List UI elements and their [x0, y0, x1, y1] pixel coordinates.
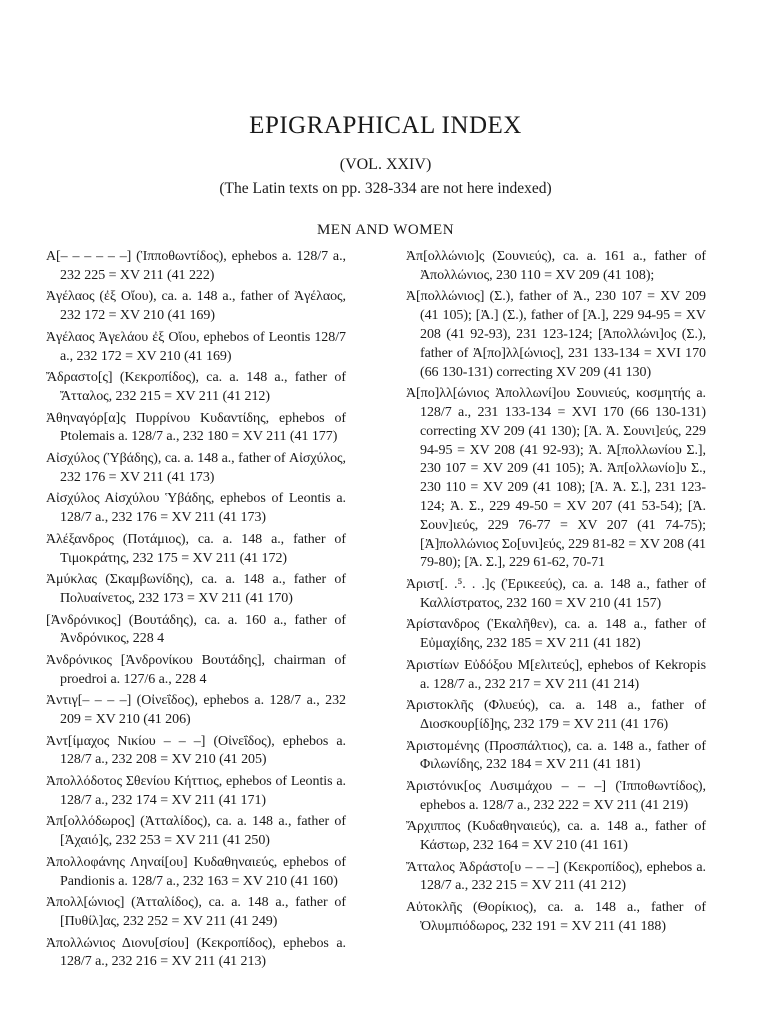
- index-entry: Ἀριστίων Εὐδόξου Μ[ελιτεύς], ephebos of Kekropis a. 128/7 a., 232 217 = XV 211 (41 214): [406, 657, 706, 692]
- index-entry: Ἄδραστο[ς] (Κεκροπίδος), ca. a. 148 a., father of Ἄτταλος, 232 215 = XV 211 (41 212): [46, 370, 346, 404]
- index-entry: Ἀγέλαος Ἀγελάου ἐξ Οἴου, ephebos of Leontis 128/7 a., 232 172 = XV 210 (41 169): [46, 329, 346, 364]
- index-entry: Ἄρχιππος (Κυδαθηναιεύς), ca. a. 148 a., father of Κάστωρ, 232 164 = XV 210 (41 161): [406, 819, 706, 854]
- index-entry: Ἀπολλώνιος Διονυ[σίου] (Κεκροπίδος), ephebos a. 128/7 a., 232 216 = XV 211 (41 213): [46, 935, 346, 970]
- index-entry: Ἀνδρόνικος [Ἀνδρονίκου Βουτάδης], chairman of proedroi a. 127/6 a., 228 4: [46, 652, 346, 687]
- index-entry: Ἀπολλόδοτος Σθενίου Κήττιος, ephebos of Leontis a. 128/7 a., 232 174 = XV 211 (41 171): [46, 774, 346, 808]
- index-entry: Ἀπολλ[ώνιος] (Ἀτταλίδος), ca. a. 148 a., father of [Πυθίλ]ας, 232 252 = XV 211 (41 249): [46, 895, 346, 930]
- index-entry: Α[‒ ‒ ‒ ‒ ‒ ‒] (Ἱπποθωντίδος), ephebos a. 128/7 a., 232 225 = XV 211 (41 222): [46, 249, 346, 283]
- index-entry: Ἀντ[ίμαχος Νικίου ‒ ‒ ‒] (Οἰνεΐδος), ephebos a. 128/7 a., 232 208 = XV 210 (41 205): [46, 733, 346, 768]
- index-entry: Ἀ[πολλώνιος] (Σ.), father of Ἀ., 230 107 = XV 209 (41 105); [Ἀ.] (Σ.), father of [Ἀ.], 229 94-95 = XV 208 (41 92-93), 231 123-124; [Ἀπολλώνι]ος (Σ.), father of Ἀ[πο]λλ[ώνιος], 231 133-134 = XVI 170 (66 130-131) correcting XV 209 (41 130): [406, 289, 706, 380]
- index-entry: Ἀλέξανδρος (Ποτάμιος), ca. a. 148 a., father of Τιμοκράτης, 232 175 = XV 211 (41 172): [46, 531, 346, 566]
- index-entry: Ἀθηναγόρ[α]ς Πυρρίνου Κυδαντίδης, ephebos of Ptolemais a. 128/7 a., 232 180 = XV 211 (41 177): [46, 410, 346, 445]
- index-entry: Ἀπ[ολλώνιο]ς (Σουνιεύς), ca. a. 161 a., father of Ἀπολλώνιος, 230 110 = XV 209 (41 108);: [406, 249, 706, 283]
- index-column-left: [46, 248, 346, 975]
- index-entry: Ἀριστόνικ[ος Λυσιμάχου ‒ ‒ ‒] (Ἱπποθωντίδος), ephebos a. 128/7 a., 232 222 = XV 211 (41 219): [406, 778, 706, 813]
- volume-label: (VOL. XXIV): [339, 156, 432, 173]
- index-entry: Ἀρίστανδρος (Ἑκαλῆθεν), ca. a. 148 a., father of Εὐμαχίδης, 232 185 = XV 211 (41 182): [406, 617, 706, 652]
- index-entry: Ἀντιγ[‒ ‒ ‒ ‒] (Οἰνεΐδος), ephebos a. 128/7 a., 232 209 = XV 210 (41 206): [46, 693, 346, 728]
- index-entry: Ἀριστ[. .⁵. . .]ς (Ἐρικεεύς), ca. a. 148 a., father of Καλλίστρατος, 232 160 = XV 210 (41 157): [406, 576, 706, 611]
- index-entry: Αὐτοκλῆς (Θορίκιος), ca. a. 148 a., father of Ὀλυμπιόδωρος, 232 191 = XV 211 (41 188): [406, 900, 706, 934]
- index-column-right: [406, 248, 706, 939]
- index-note: (The Latin texts on pp. 328-334 are not here indexed): [219, 180, 552, 197]
- page-title: EPIGRAPHICAL INDEX: [249, 112, 522, 139]
- index-entry: Ἄτταλος Ἀδράστο[υ ‒ ‒ ‒] (Κεκροπίδος), ephebos a. 128/7 a., 232 215 = XV 211 (41 212): [406, 859, 706, 894]
- index-entry: Αἰσχύλος (Ὑβάδης), ca. a. 148 a., father of Αἰσχύλος, 232 176 = XV 211 (41 173): [46, 450, 346, 485]
- index-entry: Ἀριστοκλῆς (Φλυεύς), ca. a. 148 a., father of Διοσκουρ[ίδ]ης, 232 179 = XV 211 (41 176): [406, 698, 706, 732]
- index-entry: Ἀμύκλας (Σκαμβωνίδης), ca. a. 148 a., father of Πολυαίνετος, 232 173 = XV 211 (41 170): [46, 572, 346, 606]
- index-entry: Ἀγέλαος (ἐξ Οἴου), ca. a. 148 a., father of Ἀγέλαος, 232 172 = XV 210 (41 169): [46, 289, 346, 324]
- index-entry: Ἀπολλοφάνης Ληναί[ου] Κυδαθηναιεύς, ephebos of Pandionis a. 128/7 a., 232 163 = XV 210 (41 160): [46, 854, 346, 889]
- index-entry: Ἀριστομένης (Προσπάλτιος), ca. a. 148 a., father of Φιλωνίδης, 232 184 = XV 211 (41 181): [406, 738, 706, 773]
- index-entry: Αἰσχύλος Αἰσχύλου Ὑβάδης, ephebos of Leontis a. 128/7 a., 232 176 = XV 211 (41 173): [46, 491, 346, 526]
- index-entry: [Ἀνδρόνικος] (Βουτάδης), ca. a. 160 a., father of Ἀνδρόνικος, 228 4: [46, 612, 346, 647]
- index-entry: Ἀπ[ολλόδωρος] (Ἀτταλίδος), ca. a. 148 a., father of [Ἀχαιό]ς, 232 253 = XV 211 (41 250): [46, 814, 346, 849]
- section-heading: MEN AND WOMEN: [316, 222, 455, 238]
- index-entry: Ἀ[πο]λλ[ώνιος Ἀπολλωνί]ου Σουνιεύς, κοσμητής a. 128/7 a., 231 133-134 = XVI 170 (66 130-131) correcting XV 209 (41 130); [Ἀ. Ἀ. Σουνι]εύς, 229 94-95 = XV 208 (41 92-93); Ἀ. Ἀ[πολλωνίου Σ.], 230 107 = XV 209 (41 105); Ἀ. Ἀπ[ολλωνίο]υ Σ., 230 110 = XV 209 (41 108); [Ἀ. Ἀ. Σ.], 231 123-124; Ἀ. Σ., 229 49-50 = XV 207 (41 53-54); [Ἀ. Σουν]ιεύς, 229 76-77 = XV 207 (41 74-75); [Ἀ]πολλώνιος Σο[υνι]εύς, 229 81-82 = XV 208 (41 79-80); [Ἀ. Σ.], 229 61-62, 70-71: [406, 386, 706, 571]
